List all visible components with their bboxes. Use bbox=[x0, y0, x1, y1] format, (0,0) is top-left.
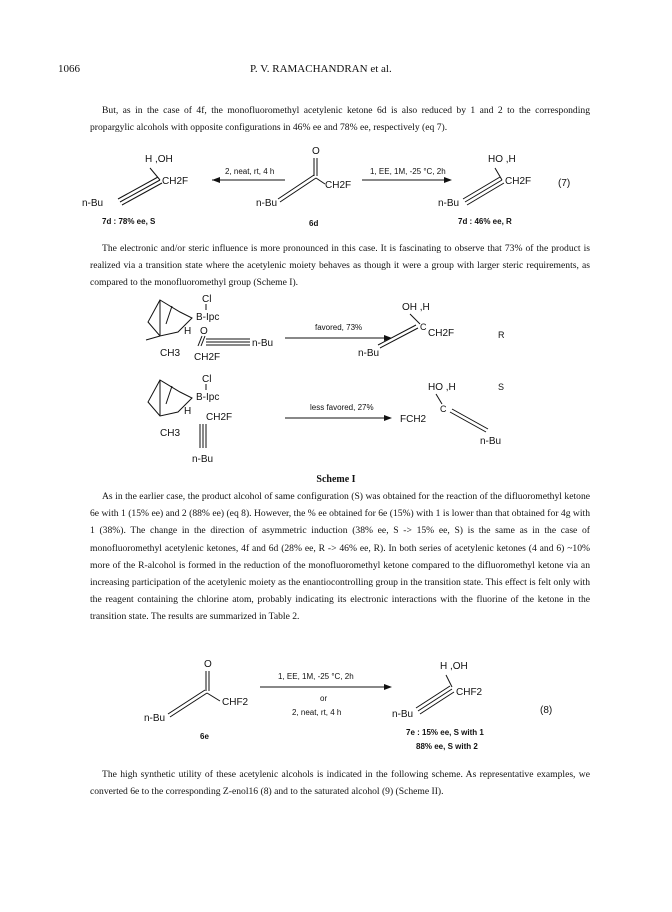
s1-top-prod-ohh: OH ,H bbox=[402, 302, 430, 313]
eq7-left-ch2f: CH2F bbox=[162, 176, 189, 187]
eq7-mid-nbu: n-Bu bbox=[256, 198, 278, 209]
eq7-right-label: 7d : 46% ee, R bbox=[458, 217, 512, 226]
s1-top-h: H bbox=[184, 326, 192, 337]
eq8-sm-o: O bbox=[204, 659, 212, 670]
s1-r-label: R bbox=[498, 330, 505, 340]
s1-top-prod-ch2f: CH2F bbox=[428, 328, 455, 339]
eq7-mid-label: 6d bbox=[309, 219, 319, 228]
s1-bot-ch2f: CH2F bbox=[206, 412, 233, 423]
eq8-prod-label2: 88% ee, S with 2 bbox=[416, 742, 478, 751]
running-title: P. V. RAMACHANDRAN et al. bbox=[250, 63, 392, 75]
eq7-mid-ch2f: CH2F bbox=[325, 180, 352, 191]
s1-top-prod-c: C bbox=[420, 322, 427, 332]
scheme-1-caption: Scheme I bbox=[316, 474, 356, 485]
eq8-prod-chf2: CHF2 bbox=[456, 687, 483, 698]
eq8-or: or bbox=[320, 694, 328, 703]
s1-top-o: O bbox=[200, 326, 208, 337]
eq7-right-nbu: n-Bu bbox=[438, 198, 460, 209]
s1-bot-h: H bbox=[184, 406, 192, 417]
s1-top-prod-nbu: n-Bu bbox=[358, 348, 380, 359]
eq7-left-ohh: H ,OH bbox=[145, 154, 173, 165]
eq8-sm-label: 6e bbox=[200, 732, 209, 741]
eq8-number: (8) bbox=[540, 705, 553, 716]
s1-top-cond: favored, 73% bbox=[315, 323, 363, 332]
s1-bot-bipc: B-Ipc bbox=[196, 392, 220, 403]
paragraph-1: But, as in the case of 4f, the monofluoromethyl acetylenic ketone 6d is also reduced by 1 and 2 to the corresponding propargylic alcohols with opposite configurations in 46% ee and 78% ee, respectively (eq 7). bbox=[90, 105, 590, 134]
eq7-right-cond: 1, EE, 1M, -25 °C, 2h bbox=[370, 167, 446, 176]
s1-bot-prod-fch2: FCH2 bbox=[400, 414, 427, 425]
eq7-left-cond: 2, neat, rt, 4 h bbox=[225, 167, 275, 176]
paragraph-3: As in the earlier case, the product alcohol of same configuration (S) was obtained for the reaction of the difluoromethyl ketone 6e with 1 (15% ee) and 2 (88% ee) (eq 8). However, the % ee obtained for 6e (15%) with 1 is lower than that obtained for 4g with 1 (38%). The change in the direction of asymmetric induction (38% ee, S -> 15% ee, S) is the same as in the case of monofluoromethyl acetylenic ketones, 4f and 6d (28% ee, R -> 46% ee, R). In both series of acetylenic ketones (4 and 6) ~10% more of the R-alcohol is formed in the reduction of the monofluoromethyl ketone compared to the difluoromethyl ketone via an increasing participation of the acetylenic moiety as the enantiocontrolling group in the transition state. This effect is felt only with the reagent containing the chlorine atom, probably indicating its electronic interactions with the fluorine of the ketone in the transition state. The results are summarized in Table 2. bbox=[90, 491, 590, 623]
s1-bot-cl: Cl bbox=[202, 374, 212, 385]
eq8-prod-ohh: H ,OH bbox=[440, 661, 468, 672]
eq7-left-label: 7d : 78% ee, S bbox=[102, 217, 156, 226]
eq8-sm-chf2: CHF2 bbox=[222, 697, 249, 708]
eq7-right-ch2f: CH2F bbox=[505, 176, 532, 187]
eq8-prod-label1: 7e : 15% ee, S with 1 bbox=[406, 728, 484, 737]
paragraph-4: The high synthetic utility of these acetylenic alcohols is indicated in the following scheme. As representative examples, we converted 6e to the corresponding Z-enol16 (8) and to the saturated alcohol (9) (Scheme II). bbox=[90, 769, 590, 798]
s1-top-nbu: n-Bu bbox=[252, 338, 274, 349]
s1-top-ch3: CH3 bbox=[160, 348, 181, 359]
eq8-cond2: 2, neat, rt, 4 h bbox=[292, 708, 342, 717]
s1-top-ch2f: CH2F bbox=[194, 352, 221, 363]
s1-top-cl: Cl bbox=[202, 294, 212, 305]
s1-bot-ch3: CH3 bbox=[160, 428, 181, 439]
equation-7 bbox=[80, 140, 600, 235]
eq7-right-hoh: HO ,H bbox=[488, 154, 516, 165]
page-number: 1066 bbox=[58, 63, 80, 75]
paragraph-2: The electronic and/or steric influence is more pronounced in this case. It is fascinating to observe that 73% of the product is realized via a transition state where the acetylenic moiety behaves as though it were a group with larger steric requirements, as compared to the monofluoromethyl group (Scheme I). bbox=[90, 243, 590, 289]
s1-s-label: S bbox=[498, 382, 505, 392]
s1-bot-prod-c: C bbox=[440, 404, 447, 414]
s1-bot-prod-hoh: HO ,H bbox=[428, 382, 456, 393]
eq7-left-nbu: n-Bu bbox=[82, 198, 104, 209]
eq8-cond1: 1, EE, 1M, -25 °C, 2h bbox=[278, 672, 354, 681]
s1-bot-cond: less favored, 27% bbox=[310, 403, 374, 412]
eq7-number: (7) bbox=[558, 178, 571, 189]
scheme-1 bbox=[110, 290, 550, 470]
eq8-sm-nbu: n-Bu bbox=[144, 713, 166, 724]
s1-bot-nbu: n-Bu bbox=[192, 454, 214, 465]
s1-bot-prod-nbu: n-Bu bbox=[480, 436, 502, 447]
eq7-mid-o: O bbox=[312, 146, 320, 157]
eq8-prod-nbu: n-Bu bbox=[392, 709, 414, 720]
s1-top-bipc: B-Ipc bbox=[196, 312, 220, 323]
equation-8 bbox=[140, 655, 560, 755]
